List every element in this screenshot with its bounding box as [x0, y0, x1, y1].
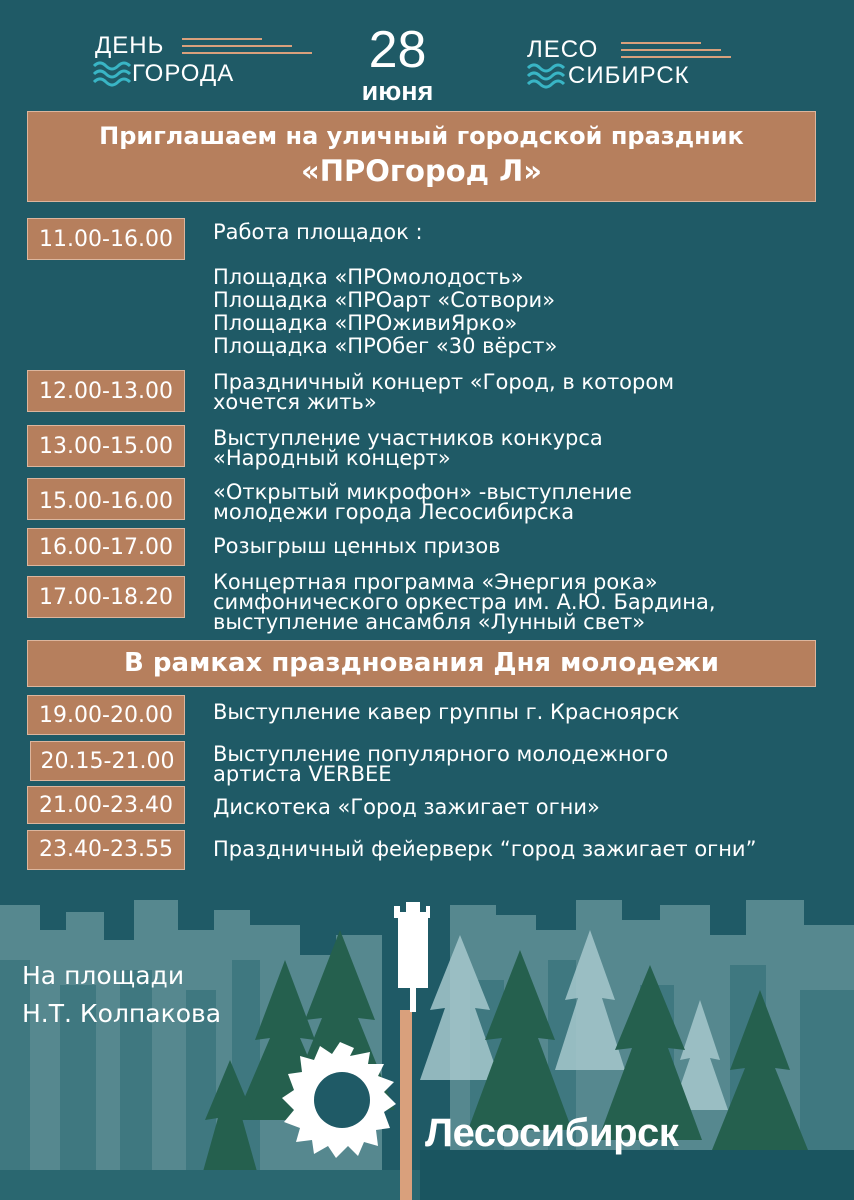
schedule-item — [213, 702, 679, 722]
wave-icon — [526, 62, 566, 90]
festival-name: «ПРОгород Л» — [300, 154, 542, 188]
schedule-line: Выступление кавер группы г. Красноярск — [213, 700, 680, 724]
schedule-line: Праздничный фейерверк “город зажигает огни” — [213, 837, 757, 861]
schedule-line: Концертная программа «Энергия рока» — [213, 570, 658, 594]
schedule-line: Дискотека «Город зажигает огни» — [213, 795, 600, 819]
time-slot: 20.15-21.00 — [30, 741, 185, 781]
decor-line — [182, 45, 292, 47]
schedule-item — [213, 744, 668, 784]
venue-item: Площадка «ПРОживиЯрко» — [213, 311, 518, 335]
brand-wordmark: Лесосибирск — [425, 1111, 679, 1155]
location-line2: Н.Т. Колпакова — [22, 999, 222, 1028]
schedule-line: артиста VERBEE — [213, 762, 392, 786]
schedule-line: молодежи города Лесосибирска — [213, 500, 575, 524]
venue-item: Площадка «ПРОарт «Сотвори» — [213, 288, 556, 312]
time-slot: 21.00-23.40 — [27, 786, 185, 824]
time-slot: 19.00-20.00 — [27, 695, 185, 735]
decor-line — [621, 42, 701, 44]
schedule-line: Работа площадок : — [213, 220, 423, 244]
date-day: 28 — [368, 21, 427, 79]
schedule-item — [213, 839, 756, 859]
schedule-item — [213, 372, 674, 412]
invitation-banner — [27, 111, 816, 202]
lesosibirsk-line1: ЛЕСО — [527, 36, 599, 63]
time-slot: 16.00-17.00 — [27, 528, 185, 566]
decor-line — [621, 56, 731, 58]
den-goroda-line1: ДЕНЬ — [95, 32, 165, 59]
youth-day-banner: В рамках празднования Дня молодежи — [27, 640, 816, 687]
lesosibirsk-logo — [526, 30, 746, 90]
time-slot: 13.00-15.00 — [27, 425, 185, 467]
schedule-line: Праздничный концерт «Город, в котором — [213, 370, 675, 394]
time-slot: 23.40-23.55 — [27, 830, 185, 870]
schedule-line: «Открытый микрофон» -выступление — [213, 480, 632, 504]
time-slot: 11.00-16.00 — [27, 218, 185, 260]
schedule-line: «Народный концерт» — [213, 446, 451, 470]
schedule-item — [213, 797, 600, 817]
schedule-item — [213, 222, 423, 242]
decor-line — [621, 49, 721, 51]
schedule-line: хочется жить» — [213, 390, 377, 414]
location-line1: На площади — [22, 961, 185, 990]
venue-item: Площадка «ПРОбег «30 вёрст» — [213, 334, 558, 358]
den-goroda-line2: ГОРОДА — [132, 60, 235, 87]
schedule-line: Выступление популярного молодежного — [213, 742, 669, 766]
schedule-line: Выступление участников конкурса — [213, 426, 603, 450]
wave-icon — [92, 60, 132, 88]
event-date — [340, 21, 455, 106]
schedule-item — [213, 482, 632, 522]
den-goroda-logo — [92, 30, 292, 90]
saw-blade-emblem — [280, 890, 430, 1200]
schedule-line: симфонического оркестра им. А.Ю. Бардина, — [213, 590, 716, 614]
schedule-item — [213, 428, 603, 468]
schedule-line: Розыгрыш ценных призов — [213, 534, 501, 558]
date-month: июня — [361, 76, 434, 106]
lesosibirsk-line2: СИБИРСК — [568, 62, 690, 89]
time-slot: 17.00-18.20 — [27, 576, 185, 618]
invitation-text: Приглашаем на уличный городской праздник — [99, 122, 744, 150]
time-slot: 15.00-16.00 — [27, 478, 185, 520]
time-slot: 12.00-13.00 — [27, 370, 185, 412]
venues-list — [213, 266, 557, 358]
schedule-line: выступление ансамбля «Лунный свет» — [213, 610, 646, 634]
decor-line — [182, 52, 312, 54]
schedule-item — [213, 572, 716, 632]
decor-line — [182, 38, 262, 40]
schedule-item — [213, 536, 501, 556]
venue-item: Площадка «ПРОмолодость» — [213, 265, 524, 289]
event-location — [22, 957, 221, 1033]
